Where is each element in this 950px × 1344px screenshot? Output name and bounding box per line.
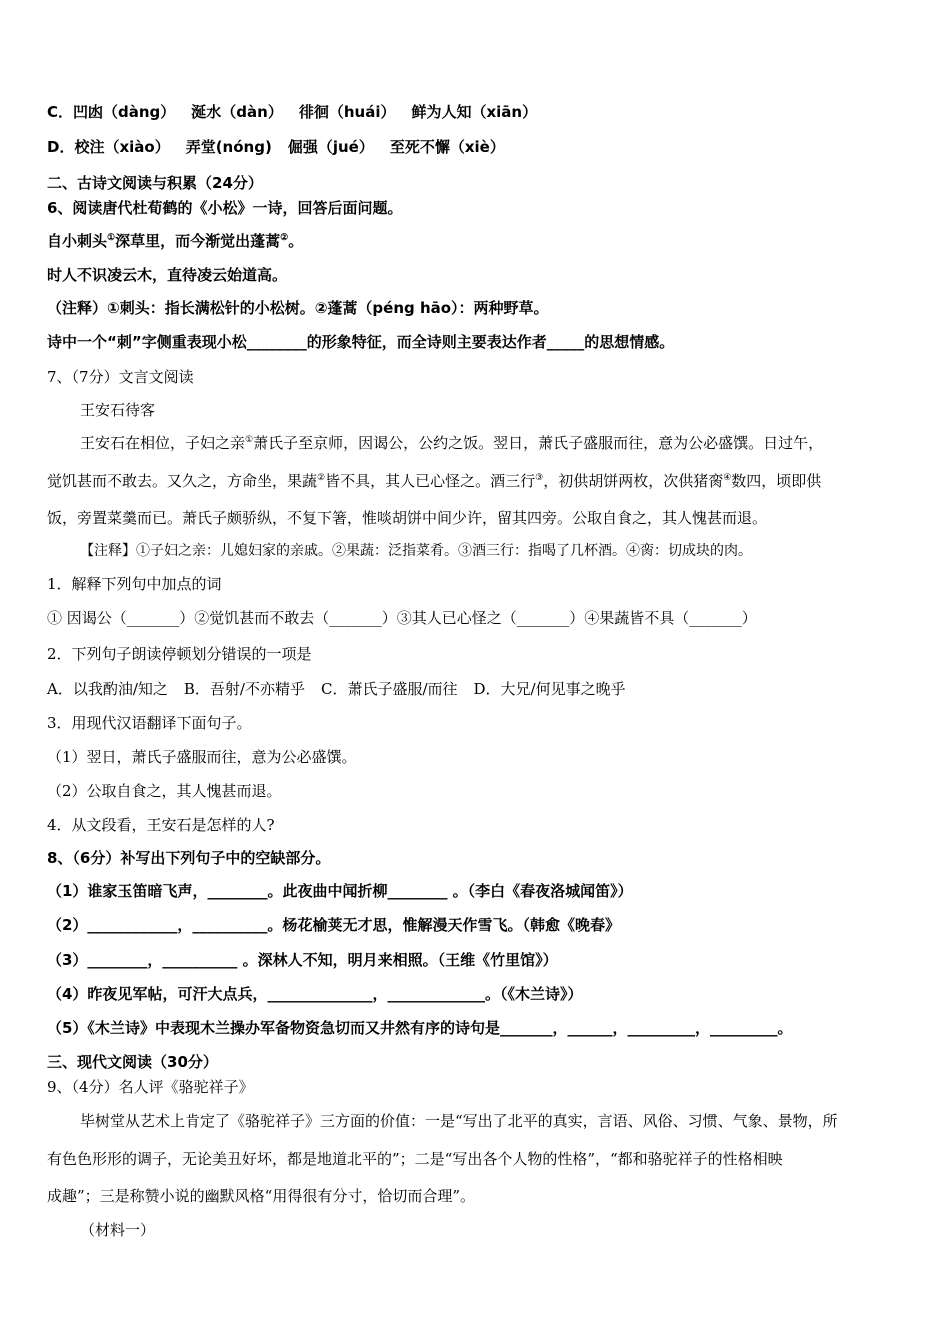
option-c-label: C． (47, 103, 74, 121)
q7-sub3-item-2: （2）公取自食之，其人愧甚而退。 (47, 782, 282, 800)
q7-sub2: 2．下列句子朗读停顿划分错误的一项是 (47, 645, 312, 663)
q8-line-2: （2）____________，__________。杨花榆荚无才思，惟解漫天作雪飞。（韩愈《晚春》 (47, 916, 620, 934)
option-d-line (47, 137, 521, 157)
q6-note: （注释）①刺头：指长满松针的小松树。②蓬蒿（péng hāo）：两种野草。 (47, 299, 549, 317)
q7-sub2-options (47, 679, 642, 699)
q8-line-4: （4）昨夜见军帖，可汗大点兵，______________，_____________。（《木兰诗》） (47, 985, 583, 1003)
q7-sub3-item-1: （1）翌日，萧氏子盛服而往，意为公必盛馔。 (47, 748, 357, 766)
q7-p1-b: 萧氏子至京师，因谒公，公约之饭。翌日，萧氏子盛服而往，意为公必盛馔。日过午， (253, 434, 824, 452)
q8-line-3: （3）________，__________ 。深林人不知，明月来相照。（王维《竹里馆》） (47, 951, 558, 969)
footnote-mark-1: ① (107, 233, 116, 243)
option-d-word-3: 倔强（jué） (287, 138, 374, 156)
q7-stem: 7、（7分）文言文阅读 (47, 368, 194, 386)
option-c-word-3: 徘徊（huái） (298, 103, 396, 121)
option-d-word-2: 弄堂(nóng) (185, 138, 272, 156)
footnote-mark-2: ② (280, 233, 289, 243)
q9-passage-line-1: 毕树堂从艺术上肯定了《骆驼祥子》三方面的价值：一是“写出了北平的真实，言语、风俗、习惯、气象、景物，所 (80, 1112, 838, 1130)
q7-sub2-option-d: D．大兄/何见事之晚乎 (473, 680, 626, 698)
option-c-word-4: 鲜为人知（xiān） (411, 103, 538, 121)
q8-stem: 8、（6分）补写出下列句子中的空缺部分。 (47, 849, 331, 867)
footnote-mark-p2b: ③ (535, 473, 544, 483)
option-c-word-2: 涎水（dàn） (191, 103, 283, 121)
q7-title: 王安石待客 (80, 401, 156, 419)
footnote-mark-p2c: ④ (723, 473, 732, 483)
q8-line-1: （1）谁家玉笛暗飞声，________。此夜曲中闻折柳________ 。（李白《春夜洛城闻笛》） (47, 882, 633, 900)
q9-passage-line-2: 有色色形形的调子，无论美丑好坏，都是地道北平的”；二是“写出各个人物的性格”，“都和骆驼祥子的性格相映 (47, 1150, 783, 1168)
section-3-heading: 三、现代文阅读（30分） (47, 1053, 218, 1071)
q6-stem: 6、阅读唐代杜荀鹤的《小松》一诗，回答后面问题。 (47, 199, 403, 217)
q7-sub2-option-a: A．以我酌油/知之 (47, 680, 168, 698)
q7-sub4: 4．从文段看，王安石是怎样的人? (47, 816, 275, 834)
q8-line-5: （5）《木兰诗》中表现木兰操办军备物资急切而又井然有序的诗句是_______，______，_________，_________。 (47, 1019, 793, 1037)
q6-poem-line-1-part-a: 自小刺头 (47, 232, 108, 250)
footnote-mark-p2a: ② (317, 473, 326, 483)
option-c-line (47, 102, 553, 122)
section-2-heading: 二、古诗文阅读与积累（24分） (47, 174, 263, 192)
q7-p2-d: 数四，顷即供 (731, 472, 822, 490)
q7-p2-c: ，初供胡饼两枚，次供猪脔 (543, 472, 724, 490)
q7-passage-line-3: 饭，旁置菜羹而已。萧氏子颇骄纵，不复下箸，惟啖胡饼中间少许，留其四旁。公取自食之，其人愧甚而退。 (47, 509, 768, 527)
footnote-mark-p1: ① (245, 435, 254, 445)
q6-poem-line-2: 时人不识凌云木，直待凌云始道高。 (47, 266, 288, 284)
option-c-word-1: 凹凼（dàng） (73, 103, 176, 121)
q6-poem-line-1 (47, 231, 303, 251)
q7-passage-line-1 (80, 433, 904, 453)
option-d-word-4: 至死不懈（xiè） (389, 138, 505, 156)
q7-sub3: 3．用现代汉语翻译下面句子。 (47, 714, 252, 732)
q7-p2-b: 皆不具，其人已心怪之。酒三行 (325, 472, 536, 490)
q6-question: 诗中一个“刺”字侧重表现小松________的形象特征，而全诗则主要表达作者_____的思想情感。 (47, 333, 675, 351)
q7-sub2-option-b: B．吾射/不亦精乎 (183, 680, 305, 698)
q6-poem-line-1-part-b: 深草里，而今渐觉出蓬蒿 (115, 232, 281, 250)
q7-passage-line-2 (47, 471, 907, 491)
option-d-word-1: 校注（xiào） (74, 138, 170, 156)
q7-p2-a: 觉饥甚而不敢去。又久之，方命坐，果蔬 (47, 472, 318, 490)
q9-passage-line-3: 成趣”；三是称赞小说的幽默风格“用得很有分寸，恰切而合理”。 (47, 1187, 476, 1205)
q7-sub1: 1．解释下列句中加点的词 (47, 575, 222, 593)
q9-stem: 9、（4分）名人评《骆驼祥子》 (47, 1078, 254, 1096)
q7-sub1-items: ① 因谒公（_______）②觉饥甚而不敢去（_______）③其人已心怪之（_______）④果蔬皆不具（_______） (47, 609, 757, 627)
q7-sub2-option-c: C．萧氏子盛服/而往 (320, 680, 458, 698)
option-d-label: D． (47, 138, 75, 156)
q7-note: 【注释】①子妇之亲：儿媳妇家的亲戚。②果蔬：泛指菜肴。③酒三行：指喝了几杯酒。④脔：切成块的肉。 (80, 543, 752, 559)
q6-poem-line-1-part-c: 。 (288, 232, 304, 250)
q7-p1-a: 王安石在相位，子妇之亲 (80, 434, 246, 452)
q9-material-label: （材料一） (80, 1221, 156, 1239)
